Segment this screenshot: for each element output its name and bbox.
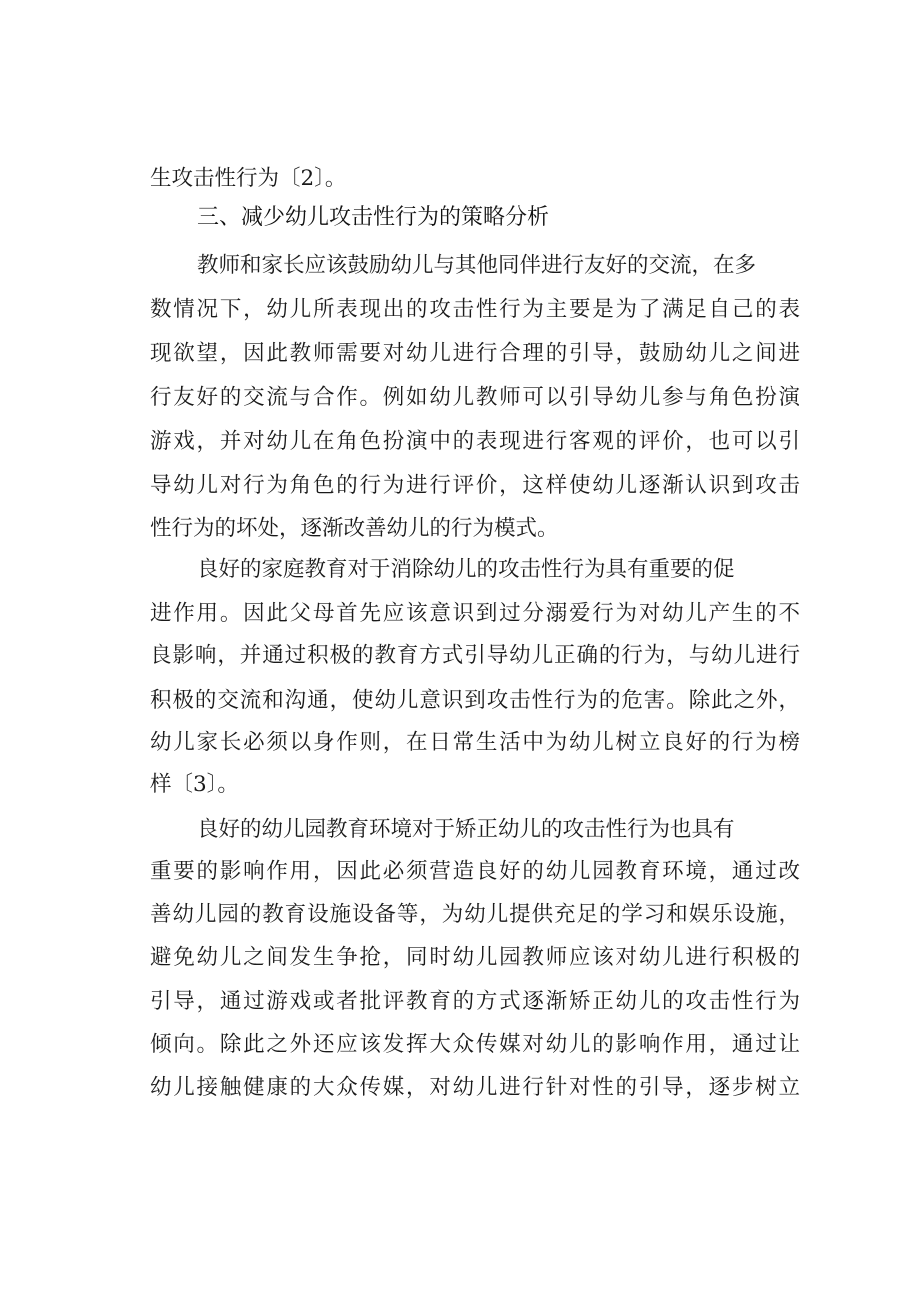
paragraph-line: 数情况下，幼儿所表现出的攻击性行为主要是为了满足自己的表	[150, 297, 800, 322]
paragraph-line: 引导，通过游戏或者批评教育的方式逐渐矫正幼儿的攻击性行为	[150, 989, 800, 1014]
paragraph-line: 良好的幼儿园教育环境对于矫正幼儿的攻击性行为也具有	[197, 817, 735, 842]
paragraph-line: 教师和家长应该鼓励幼儿与其他同伴进行友好的交流，在多	[197, 253, 757, 278]
paragraph-line: 良好的家庭教育对于消除幼儿的攻击性行为具有重要的促	[197, 557, 735, 582]
paragraph-line: 善幼儿园的教育设施设备等，为幼儿提供充足的学习和娱乐设施，	[150, 902, 800, 927]
paragraph-line: 导幼儿对行为角色的行为进行评价，这样使幼儿逐渐认识到攻击	[150, 473, 800, 498]
paragraph-line: 幼儿接触健康的大众传媒，对幼儿进行针对性的引导，逐步树立	[150, 1075, 800, 1100]
continuation-line: 生攻击性行为〔2〕。	[150, 166, 347, 191]
section-heading: 三、减少幼儿攻击性行为的策略分析	[197, 205, 550, 230]
paragraph-line: 现欲望，因此教师需要对幼儿进行合理的引导，鼓励幼儿之间进	[150, 341, 800, 366]
paragraph-line: 良影响，并通过积极的教育方式引导幼儿正确的行为，与幼儿进行	[150, 643, 800, 668]
paragraph-line: 积极的交流和沟通，使幼儿意识到攻击性行为的危害。除此之外，	[150, 688, 800, 713]
paragraph-line: 避免幼儿之间发生争抢，同时幼儿园教师应该对幼儿进行积极的	[150, 945, 800, 970]
paragraph-line: 幼儿家长必须以身作则，在日常生活中为幼儿树立良好的行为榜	[150, 730, 800, 755]
paragraph-line: 倾向。除此之外还应该发挥大众传媒对幼儿的影响作用，通过让	[150, 1032, 800, 1057]
paragraph-line: 游戏，并对幼儿在角色扮演中的表现进行客观的评价，也可以引	[150, 429, 800, 454]
paragraph-line: 样〔3〕。	[150, 772, 239, 797]
paragraph-line: 行友好的交流与合作。例如幼儿教师可以引导幼儿参与角色扮演	[150, 385, 800, 410]
paragraph-line: 性行为的坏处，逐渐改善幼儿的行为模式。	[150, 516, 559, 541]
paragraph-line: 进作用。因此父母首先应该意识到过分溺爱行为对幼儿产生的不	[150, 601, 800, 626]
paragraph-line: 重要的影响作用，因此必须营造良好的幼儿园教育环境，通过改	[150, 859, 800, 884]
